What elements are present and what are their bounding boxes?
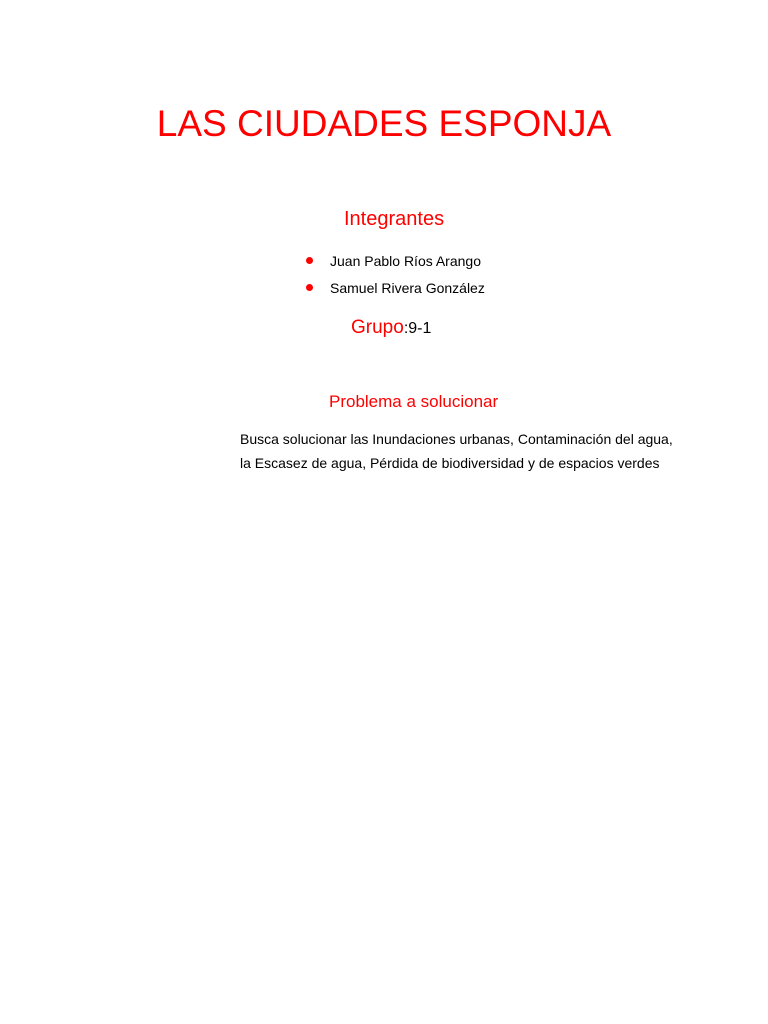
members-list [304,248,485,302]
list-item [304,275,485,302]
list-item [304,248,485,275]
problem-heading: Problema a solucionar [329,392,499,411]
group-separator: : [403,320,409,337]
members-heading: Integrantes [344,208,445,230]
group-label: Grupo [351,317,404,338]
document-title: LAS CIUDADES ESPONJA [156,103,612,144]
group-value: 9-1 [408,320,432,337]
bullet-icon [306,257,313,264]
bullet-icon [306,284,313,291]
group-line [351,314,431,343]
member-name: Juan Pablo Ríos Arango [330,253,481,269]
member-name: Samuel Rivera González [330,280,485,296]
problem-text: Busca solucionar las Inundaciones urbanas, Contaminación del agua, la Escasez de agua, Pérdida de biodiversidad y de espacios verdes [240,431,673,471]
